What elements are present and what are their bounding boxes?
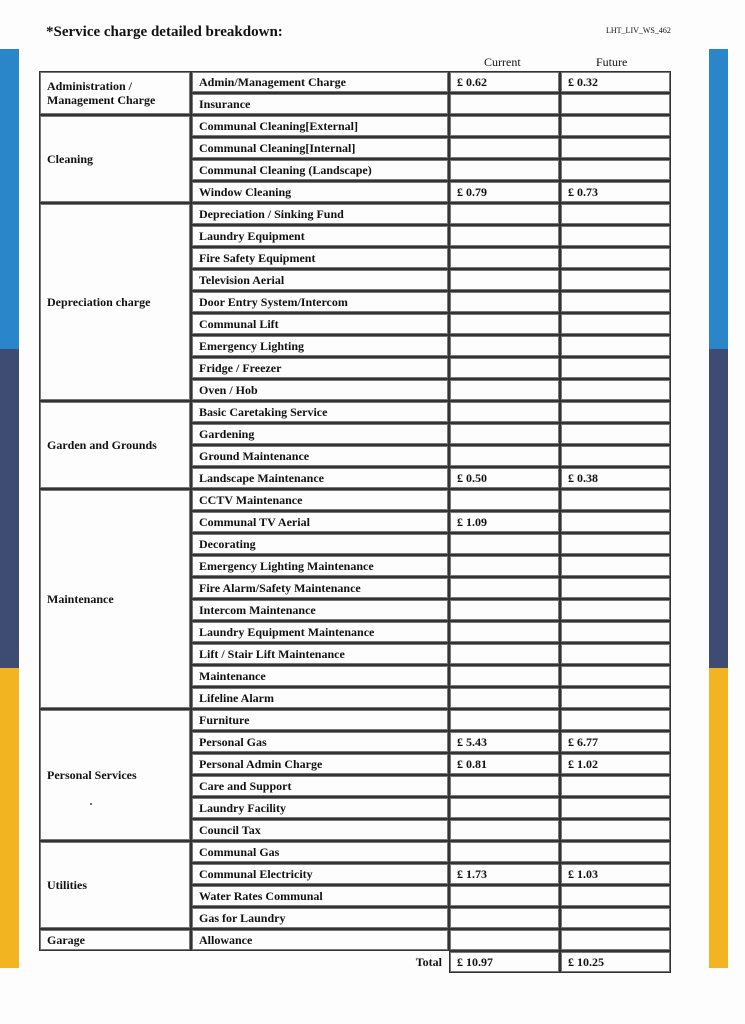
current-amount-cell [449,621,560,643]
item-name-cell: Window Cleaning [191,181,449,203]
table-row [39,489,671,511]
item-name-cell: Care and Support [191,775,449,797]
current-amount-cell [449,93,560,115]
current-amount-cell [449,885,560,907]
future-amount-cell [560,115,671,137]
current-amount-cell [449,159,560,181]
item-name-cell: Television Aerial [191,269,449,291]
right-stripe-blue [709,49,728,349]
current-amount-cell [449,115,560,137]
future-amount-cell [560,357,671,379]
category-cell: Cleaning [39,115,191,203]
table-row [39,929,671,951]
item-name-cell: Gardening [191,423,449,445]
current-amount-cell: £ 0.62 [449,71,560,93]
current-amount-cell [449,291,560,313]
future-amount-cell: £ 0.32 [560,71,671,93]
future-amount-cell [560,203,671,225]
item-name-cell: Communal Electricity [191,863,449,885]
current-amount-cell [449,841,560,863]
future-amount-cell [560,797,671,819]
column-header-future: Future [596,55,628,69]
item-name-cell: Fridge / Freezer [191,357,449,379]
future-amount-cell: £ 6.77 [560,731,671,753]
item-name-cell: Communal Cleaning[External] [191,115,449,137]
item-name-cell: Gas for Laundry [191,907,449,929]
item-name-cell: Communal Gas [191,841,449,863]
future-amount-cell [560,313,671,335]
current-amount-cell [449,379,560,401]
current-amount-cell [449,533,560,555]
future-amount-cell [560,511,671,533]
future-amount-cell [560,489,671,511]
current-amount-cell [449,489,560,511]
current-amount-cell [449,137,560,159]
future-amount-cell [560,335,671,357]
total-label: Total [415,955,442,969]
document-reference: LHT_LIV_WS_462 [606,26,671,35]
category-cell: Maintenance [39,489,191,709]
current-amount-cell [449,643,560,665]
table-row [39,841,671,863]
current-amount-cell: £ 0.79 [449,181,560,203]
current-amount-cell [449,929,560,951]
future-amount-cell [560,621,671,643]
left-stripe-blue [0,49,19,349]
current-amount-cell [449,665,560,687]
current-amount-cell [449,577,560,599]
future-amount-cell [560,907,671,929]
current-amount-cell [449,819,560,841]
item-name-cell: Basic Caretaking Service [191,401,449,423]
item-name-cell: Intercom Maintenance [191,599,449,621]
total-future: £ 10.25 [560,951,671,973]
table-row [39,203,671,225]
item-name-cell: Communal Lift [191,313,449,335]
current-amount-cell [449,797,560,819]
current-amount-cell [449,335,560,357]
current-amount-cell [449,775,560,797]
future-amount-cell [560,775,671,797]
future-amount-cell [560,665,671,687]
future-amount-cell [560,93,671,115]
total-current: £ 10.97 [449,951,560,973]
item-name-cell: Maintenance [191,665,449,687]
future-amount-cell [560,423,671,445]
table-row [39,401,671,423]
current-amount-cell [449,687,560,709]
future-amount-cell [560,379,671,401]
current-amount-cell [449,203,560,225]
future-amount-cell [560,885,671,907]
future-amount-cell [560,841,671,863]
item-name-cell: Decorating [191,533,449,555]
current-amount-cell [449,709,560,731]
item-name-cell: Landscape Maintenance [191,467,449,489]
item-name-cell: Communal TV Aerial [191,511,449,533]
future-amount-cell [560,819,671,841]
page-title: *Service charge detailed breakdown: [46,24,283,40]
future-amount-cell [560,709,671,731]
left-stripe-yellow [0,668,19,968]
item-name-cell: Furniture [191,709,449,731]
future-amount-cell [560,555,671,577]
right-stripe-navy [709,349,728,668]
item-name-cell: Fire Safety Equipment [191,247,449,269]
current-amount-cell [449,401,560,423]
item-name-cell: Communal Cleaning[Internal] [191,137,449,159]
item-name-cell: Lifeline Alarm [191,687,449,709]
item-name-cell: CCTV Maintenance [191,489,449,511]
item-name-cell: Admin/Management Charge [191,71,449,93]
item-name-cell: Laundry Equipment [191,225,449,247]
current-amount-cell [449,599,560,621]
future-amount-cell: £ 1.02 [560,753,671,775]
future-amount-cell [560,445,671,467]
future-amount-cell [560,159,671,181]
category-cell: Depreciation charge [39,203,191,401]
item-name-cell: Depreciation / Sinking Fund [191,203,449,225]
left-stripe-navy [0,349,19,668]
current-amount-cell [449,555,560,577]
item-name-cell: Personal Admin Charge [191,753,449,775]
future-amount-cell: £ 1.03 [560,863,671,885]
category-cell: Personal Services [39,709,191,841]
future-amount-cell [560,643,671,665]
item-name-cell: Oven / Hob [191,379,449,401]
future-amount-cell: £ 0.38 [560,467,671,489]
current-amount-cell: £ 0.50 [449,467,560,489]
current-amount-cell [449,423,560,445]
item-name-cell: Allowance [191,929,449,951]
current-amount-cell [449,225,560,247]
item-name-cell: Laundry Equipment Maintenance [191,621,449,643]
item-name-cell: Personal Gas [191,731,449,753]
future-amount-cell [560,687,671,709]
current-amount-cell: £ 0.81 [449,753,560,775]
future-amount-cell: £ 0.73 [560,181,671,203]
current-amount-cell [449,357,560,379]
category-cell: Administration / Management Charge [39,71,191,115]
future-amount-cell [560,247,671,269]
column-header-current: Current [484,55,521,69]
right-stripe-yellow [709,668,728,968]
future-amount-cell [560,137,671,159]
item-name-cell: Laundry Facility [191,797,449,819]
item-name-cell: Emergency Lighting Maintenance [191,555,449,577]
item-name-cell: Insurance [191,93,449,115]
current-amount-cell: £ 5.43 [449,731,560,753]
current-amount-cell [449,313,560,335]
future-amount-cell [560,599,671,621]
total-row [39,951,671,973]
item-name-cell: Communal Cleaning (Landscape) [191,159,449,181]
item-name-cell: Water Rates Communal [191,885,449,907]
current-amount-cell: £ 1.09 [449,511,560,533]
item-name-cell: Emergency Lighting [191,335,449,357]
future-amount-cell [560,225,671,247]
future-amount-cell [560,269,671,291]
future-amount-cell [560,929,671,951]
current-amount-cell: £ 1.73 [449,863,560,885]
category-cell: Garden and Grounds [39,401,191,489]
service-charge-table [39,71,671,973]
current-amount-cell [449,269,560,291]
current-amount-cell [449,907,560,929]
future-amount-cell [560,291,671,313]
item-name-cell: Ground Maintenance [191,445,449,467]
current-amount-cell [449,247,560,269]
future-amount-cell [560,533,671,555]
table-row [39,709,671,731]
category-cell: Garage [39,929,191,951]
future-amount-cell [560,577,671,599]
item-name-cell: Fire Alarm/Safety Maintenance [191,577,449,599]
item-name-cell: Council Tax [191,819,449,841]
item-name-cell: Lift / Stair Lift Maintenance [191,643,449,665]
future-amount-cell [560,401,671,423]
table-row [39,71,671,93]
table-row [39,115,671,137]
current-amount-cell [449,445,560,467]
category-cell: Utilities [39,841,191,929]
item-name-cell: Door Entry System/Intercom [191,291,449,313]
